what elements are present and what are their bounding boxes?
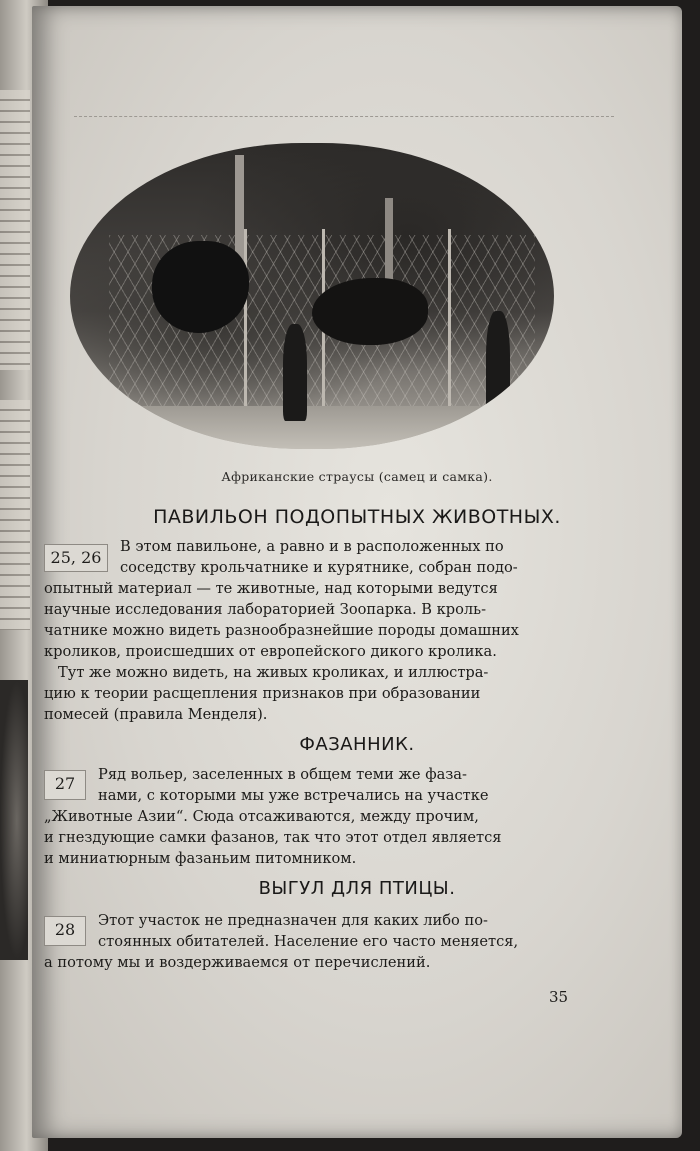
section-text	[44, 536, 584, 725]
text-line: „Животные Азии“. Сюда отсаживаются, между прочим,	[44, 808, 479, 825]
previous-page-text-fragment	[0, 400, 30, 630]
top-divider	[74, 116, 614, 117]
section-heading: ВЫГУЛ ДЛЯ ПТИЦЫ.	[258, 878, 456, 899]
section-number: 25, 26	[44, 544, 108, 572]
section-heading: ФАЗАННИК.	[299, 734, 415, 755]
text-line: цию к теории расщепления признаков при образовании	[44, 685, 481, 702]
fence-post	[244, 229, 247, 425]
page-number: 35	[549, 988, 569, 1006]
section-text	[44, 764, 584, 869]
text-line: помесей (правила Менделя).	[44, 706, 268, 723]
book-page	[32, 6, 682, 1138]
text-line: Этот участок не предназначен для каких либо по-	[98, 912, 488, 929]
ostrich-neck	[235, 155, 245, 265]
text-line: опытный материал — те животные, над которыми ведутся	[44, 580, 498, 597]
text-line: а потому мы и воздерживаемся от перечислений.	[44, 954, 431, 971]
text-line: и гнездующие самки фазанов, так что этот отдел является	[44, 829, 502, 846]
text-line: кроликов, происшедших от европейского дикого кролика.	[44, 643, 497, 660]
text-line: и миниатюрным фазаньим питомником.	[44, 850, 357, 867]
section-heading: ПАВИЛЬОН ПОДОПЫТНЫХ ЖИВОТНЫХ.	[153, 506, 561, 528]
ground	[70, 406, 554, 449]
section-number: 28	[44, 916, 86, 946]
photo-caption: Африканские страусы (самец и самка).	[221, 469, 493, 484]
text-line: соседству крольчатнике и курятнике, собран подо-	[120, 559, 518, 576]
text-line: В этом павильоне, а равно и в расположенных по	[120, 538, 504, 555]
text-line: Тут же можно видеть, на живых кроликах, и иллюстра-	[58, 664, 489, 681]
ostrich-photo	[70, 143, 554, 449]
section-text	[44, 910, 584, 973]
text-line: нами, с которыми мы уже встречались на участке	[98, 787, 489, 804]
text-line: научные исследования лабораторией Зоопарка. В кроль-	[44, 601, 487, 618]
female-ostrich	[312, 278, 428, 345]
fence-post	[448, 229, 451, 425]
text-line: стоянных обитателей. Население его часто меняется,	[98, 933, 519, 950]
text-line: Ряд вольер, заселенных в общем теми же фаза-	[98, 766, 467, 783]
person-figure	[283, 324, 307, 422]
previous-page-text-fragment	[0, 90, 30, 370]
person-figure	[486, 311, 510, 421]
previous-page-photo-fragment	[0, 680, 28, 960]
section-number: 27	[44, 770, 86, 800]
text-line: чатнике можно видеть разнообразнейшие породы домашних	[44, 622, 519, 639]
